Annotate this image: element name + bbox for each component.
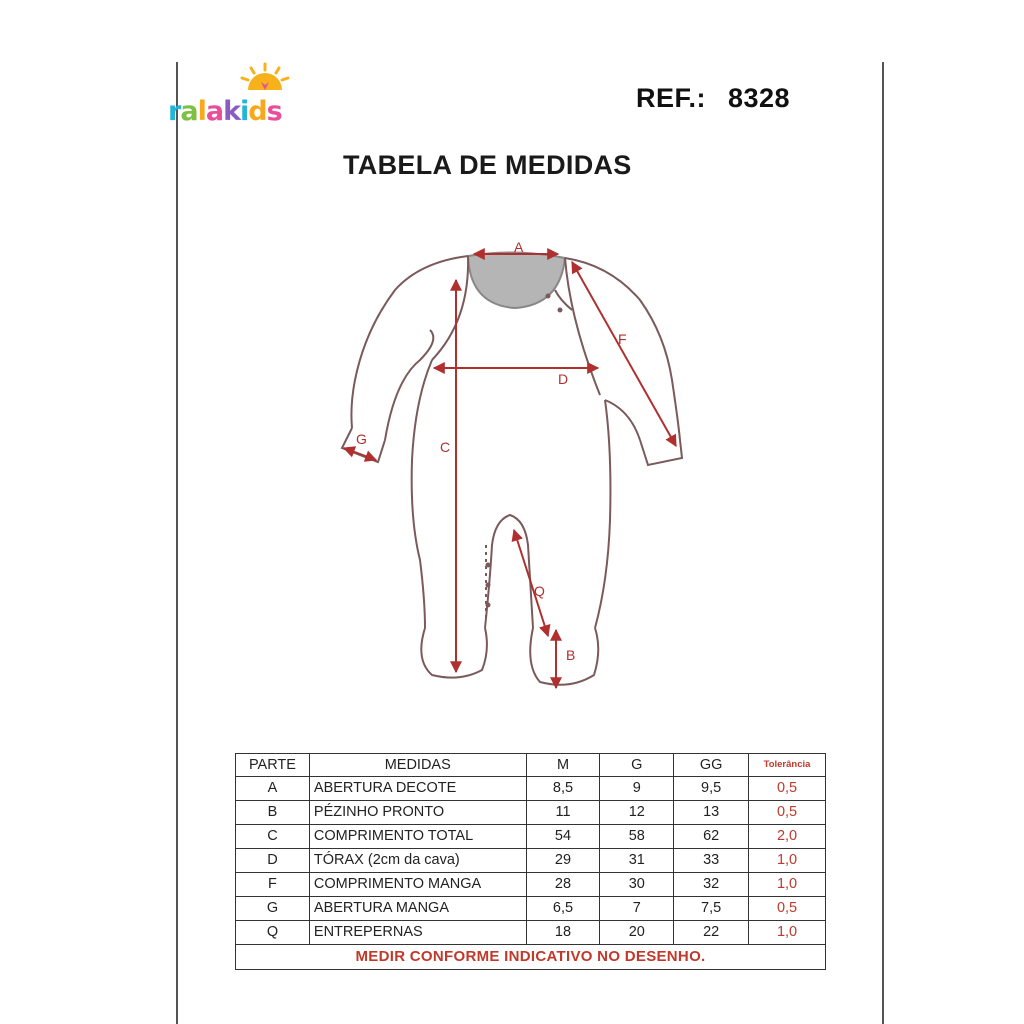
- cell-measure: TÓRAX (2cm da cava): [309, 849, 526, 873]
- cell-tolerance: 0,5: [749, 897, 826, 921]
- cell-gg: 7,5: [674, 897, 749, 921]
- cell-m: 28: [526, 873, 600, 897]
- cell-tolerance: 0,5: [749, 801, 826, 825]
- label-d: D: [558, 371, 569, 387]
- table-row: [236, 921, 826, 945]
- cell-gg: 9,5: [674, 777, 749, 801]
- cell-part: A: [236, 777, 310, 801]
- cell-part: Q: [236, 921, 310, 945]
- cell-g: 58: [600, 825, 674, 849]
- cell-measure: COMPRIMENTO MANGA: [309, 873, 526, 897]
- cell-gg: 62: [674, 825, 749, 849]
- table-row: [236, 801, 826, 825]
- cell-tolerance: 1,0: [749, 873, 826, 897]
- table-row: [236, 849, 826, 873]
- garment-outline: [342, 252, 682, 684]
- cell-gg: 13: [674, 801, 749, 825]
- cell-part: G: [236, 897, 310, 921]
- cell-part: C: [236, 825, 310, 849]
- cell-gg: 33: [674, 849, 749, 873]
- cell-gg: 32: [674, 873, 749, 897]
- table-row: [236, 777, 826, 801]
- cell-tolerance: 1,0: [749, 921, 826, 945]
- cell-part: F: [236, 873, 310, 897]
- cell-measure: PÉZINHO PRONTO: [309, 801, 526, 825]
- col-size-g: G: [600, 754, 674, 777]
- cell-m: 54: [526, 825, 600, 849]
- table-row: [236, 897, 826, 921]
- reference-code: [636, 83, 790, 114]
- table-row: [236, 873, 826, 897]
- label-q: Q: [534, 583, 545, 599]
- cell-tolerance: 1,0: [749, 849, 826, 873]
- label-g: G: [356, 431, 367, 447]
- garment-diagram: [320, 230, 700, 710]
- cell-g: 31: [600, 849, 674, 873]
- ref-number: 8328: [728, 83, 791, 113]
- cell-g: 20: [600, 921, 674, 945]
- cell-g: 30: [600, 873, 674, 897]
- table-row: [236, 825, 826, 849]
- page-title: TABELA DE MEDIDAS: [343, 150, 632, 180]
- cell-part: D: [236, 849, 310, 873]
- col-tolerance: Tolerância: [749, 754, 826, 777]
- cell-g: 12: [600, 801, 674, 825]
- cell-part: B: [236, 801, 310, 825]
- col-size-m: M: [526, 754, 600, 777]
- label-f: F: [618, 331, 627, 347]
- cell-gg: 22: [674, 921, 749, 945]
- cell-m: 29: [526, 849, 600, 873]
- cell-tolerance: 0,5: [749, 777, 826, 801]
- brand-logo: ralakids: [168, 96, 282, 127]
- cell-measure: ABERTURA DECOTE: [309, 777, 526, 801]
- measure-f: [572, 262, 676, 446]
- cell-m: 8,5: [526, 777, 600, 801]
- label-a: A: [514, 239, 524, 255]
- col-part: PARTE: [236, 754, 310, 777]
- measure-instruction: MEDIR CONFORME INDICATIVO NO DESENHO.: [236, 945, 826, 970]
- measurements-table: [235, 753, 826, 970]
- cell-tolerance: 2,0: [749, 825, 826, 849]
- table-footer-row: [236, 945, 826, 970]
- cell-measure: ABERTURA MANGA: [309, 897, 526, 921]
- measure-g: [344, 448, 376, 460]
- cell-m: 6,5: [526, 897, 600, 921]
- label-c: C: [440, 439, 451, 455]
- cell-g: 9: [600, 777, 674, 801]
- col-size-gg: GG: [674, 754, 749, 777]
- cell-m: 18: [526, 921, 600, 945]
- table-header-row: [236, 754, 826, 777]
- col-measure: MEDIDAS: [309, 754, 526, 777]
- cell-measure: ENTREPERNAS: [309, 921, 526, 945]
- cell-measure: COMPRIMENTO TOTAL: [309, 825, 526, 849]
- cell-m: 11: [526, 801, 600, 825]
- cell-g: 7: [600, 897, 674, 921]
- label-b: B: [566, 647, 576, 663]
- ref-label: REF.:: [636, 83, 706, 113]
